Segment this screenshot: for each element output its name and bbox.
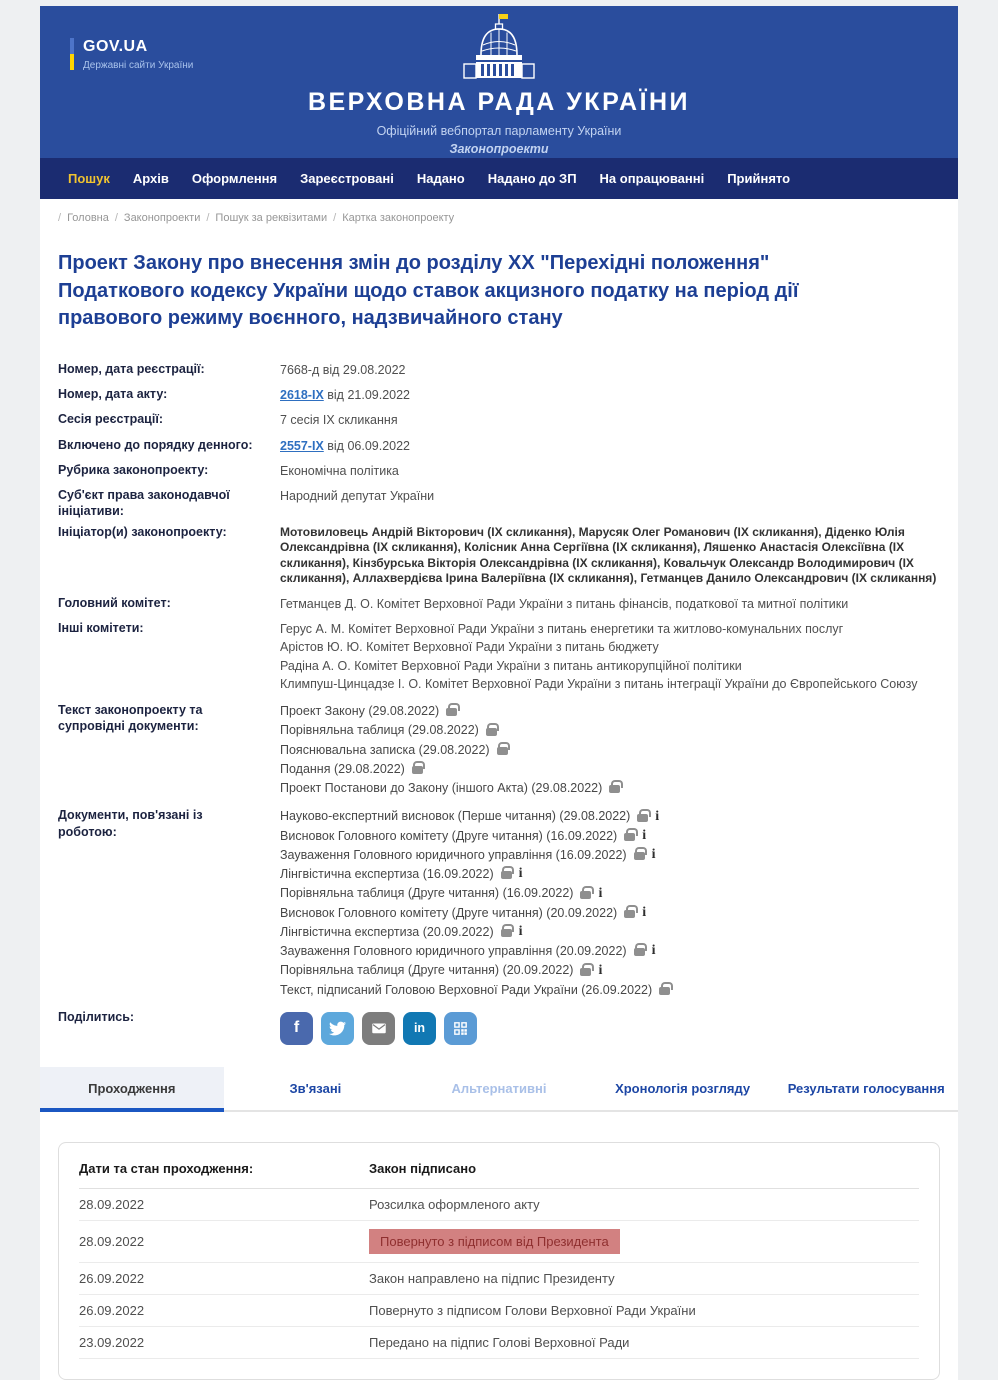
lock-icon <box>580 891 591 899</box>
info-icon[interactable] <box>642 906 646 920</box>
document-link[interactable]: Висновок Головного комітету (Друге читання) (20.09.2022) <box>280 905 618 920</box>
field-label: Рубрика законопроекту: <box>58 462 209 477</box>
lock-icon <box>501 871 512 879</box>
facebook-share-button[interactable] <box>280 1012 313 1045</box>
info-icon[interactable] <box>519 867 523 881</box>
field-related-documents <box>58 805 940 1007</box>
field-subject <box>58 485 940 522</box>
committee-line: Арістов Ю. Ю. Комітет Верховної Ради України з питань бюджету <box>280 640 659 655</box>
document-item <box>280 761 940 777</box>
agenda-date: від 06.09.2022 <box>327 438 411 453</box>
lock-icon <box>446 708 457 716</box>
lock-icon <box>634 852 645 860</box>
govua-logo[interactable] <box>70 38 193 71</box>
table-header-dates: Дати та стан проходження: <box>79 1160 254 1176</box>
committee-line: Климпуш-Цинцадзе І. О. Комітет Верховної Ради України з питань інтеграції України до Європейського Союзу <box>280 676 918 691</box>
document-item <box>280 703 940 719</box>
field-other-committees <box>58 618 940 700</box>
qr-share-icon <box>452 1020 469 1037</box>
document-link[interactable]: Науково-експертний висновок (Перше читання) (29.08.2022) <box>280 809 631 824</box>
govua-title: GOV.UA <box>83 38 148 55</box>
related-document-item <box>280 828 940 844</box>
info-icon[interactable] <box>519 925 523 939</box>
field-label: Номер, дата акту: <box>58 387 168 402</box>
tab[interactable]: Зв'язані <box>289 1080 342 1096</box>
parliament-building-icon <box>451 13 547 79</box>
lock-icon <box>624 833 635 841</box>
lock-icon <box>659 987 670 995</box>
document-link[interactable]: Порівняльна таблиця (Друге читання) (20.09.2022) <box>280 963 574 978</box>
related-document-item <box>280 982 940 998</box>
table-row <box>79 1221 919 1263</box>
row-date: 23.09.2022 <box>79 1334 145 1350</box>
committee-line: Герус А. М. Комітет Верховної Ради України з питань енергетики та житлово-комунальних послуг <box>280 622 844 637</box>
breadcrumb-link[interactable]: Головна <box>67 212 109 224</box>
table-header-status: Закон підписано <box>369 1160 477 1176</box>
related-document-item <box>280 962 940 978</box>
row-status: Розсилка оформленого акту <box>369 1196 540 1212</box>
field-value: Економічна політика <box>280 463 399 478</box>
document-link[interactable]: Пояснювальна записка (29.08.2022) <box>280 742 490 757</box>
initiators-list: Мотовиловець Андрій Вікторович (IX скликання), Марусяк Олег Романович (IX скликання), Діденко Юлія Олександрівна (IX скликання), Колісник Анна Сергіївна (IX скликання), Ляшенко Анастасія Олексіївна (IX скликання), Кінзбурська Вікторія Олександрівна (IX скликання), Ковальчук Олександр Володимирович (IX скликання), Аллахвердієва Ірина Валеріївна (IX скликання), Гетманцев Данило Олександрович (IX скликання) <box>280 524 937 586</box>
tab[interactable]: Альтернативні <box>451 1080 547 1096</box>
field-registration <box>58 359 940 384</box>
field-act-number <box>58 384 940 409</box>
row-date: 26.09.2022 <box>79 1302 145 1318</box>
document-link[interactable]: Подання (29.08.2022) <box>280 761 405 776</box>
field-value: 7668-д від 29.08.2022 <box>280 362 406 377</box>
twitter-share-button[interactable] <box>321 1012 354 1045</box>
field-value: Гетманцев Д. О. Комітет Верховної Ради України з питань фінансів, податкової та митної політики <box>280 596 849 611</box>
breadcrumb-link[interactable]: Пошук за реквізитами <box>215 212 328 224</box>
document-link[interactable]: Зауваження Головного юридичного управління (16.09.2022) <box>280 847 627 862</box>
email-share-button[interactable] <box>362 1012 395 1045</box>
facebook-icon: f <box>293 1019 300 1037</box>
tab[interactable]: Хронологія розгляду <box>615 1080 751 1096</box>
nav-item[interactable]: Надано <box>416 171 465 186</box>
info-icon[interactable] <box>652 848 656 862</box>
nav-item[interactable]: Пошук <box>68 171 110 186</box>
site-section-label: Законопроекти <box>449 142 549 156</box>
govua-subtitle: Державні сайти України <box>83 60 194 71</box>
related-document-item <box>280 808 940 824</box>
linkedin-share-button[interactable] <box>403 1012 436 1045</box>
info-icon[interactable] <box>642 829 646 843</box>
document-link[interactable]: Висновок Головного комітету (Друге читання) (16.09.2022) <box>280 828 618 843</box>
field-label: Ініціатор(и) законопроекту: <box>58 524 227 539</box>
document-link[interactable]: Проект Закону (29.08.2022) <box>280 704 440 719</box>
field-label: Включено до порядку денного: <box>58 437 253 452</box>
document-link[interactable]: Лінгвістична експертиза (20.09.2022) <box>280 924 494 939</box>
lock-icon <box>609 785 620 793</box>
twitter-icon <box>329 1020 346 1037</box>
related-document-item <box>280 866 940 882</box>
page-title: Проект Закону про внесення змін до розділу XX "Перехідні положення" Податкового кодексу України щодо ставок акцизного податку на період дії правового режиму воєнного, надзвичайного стану <box>58 252 799 330</box>
info-icon[interactable] <box>598 887 602 901</box>
page-sheet <box>40 6 958 1380</box>
related-document-item <box>280 924 940 940</box>
main-nav <box>40 158 958 199</box>
row-status: Повернуто з підписом від Президента <box>369 1229 620 1254</box>
lock-icon <box>501 929 512 937</box>
info-icon[interactable] <box>652 944 656 958</box>
breadcrumb-link[interactable]: Законопроекти <box>123 212 201 224</box>
lock-icon <box>412 766 423 774</box>
table-row <box>79 1189 919 1221</box>
nav-item[interactable]: Зареєстровані <box>300 171 394 186</box>
document-link[interactable]: Порівняльна таблиця (Друге читання) (16.09.2022) <box>280 886 574 901</box>
document-link[interactable]: Проект Постанови до Закону (іншого Акта) (29.08.2022) <box>280 781 603 796</box>
lock-icon <box>634 948 645 956</box>
breadcrumb-link[interactable]: Картка законопроекту <box>342 212 455 224</box>
lock-icon <box>497 747 508 755</box>
row-date: 28.09.2022 <box>79 1196 145 1212</box>
related-document-item <box>280 905 940 921</box>
document-link[interactable]: Порівняльна таблиця (29.08.2022) <box>280 723 479 738</box>
info-icon[interactable] <box>598 964 602 978</box>
nav-item[interactable]: Надано до ЗП <box>487 171 577 186</box>
field-label: Поділитись: <box>58 1009 135 1024</box>
row-date: 26.09.2022 <box>79 1270 145 1286</box>
act-date: від 21.09.2022 <box>327 388 411 403</box>
site-subtitle: Офіційний вебпортал парламенту України <box>376 124 622 138</box>
row-status: Передано на підпис Голові Верховної Ради <box>369 1334 630 1350</box>
field-value: Народний депутат України <box>280 489 435 504</box>
document-item <box>280 722 940 738</box>
breadcrumb <box>40 199 958 224</box>
email-icon <box>370 1019 388 1037</box>
nav-item[interactable]: Архів <box>132 171 169 186</box>
table-row <box>79 1327 919 1359</box>
document-item <box>280 742 940 758</box>
passage-table-card <box>58 1142 940 1380</box>
field-value: 7 сесія IX скликання <box>280 413 398 428</box>
bill-details <box>58 359 940 1053</box>
field-label: Суб'єкт права законодавчої ініціативи: <box>58 488 230 519</box>
document-link[interactable]: Текст, підписаний Головою Верховної Ради України (26.09.2022) <box>280 982 653 997</box>
site-header <box>40 6 958 158</box>
table-row <box>79 1295 919 1327</box>
nav-item[interactable]: Оформлення <box>191 171 278 186</box>
tab[interactable]: Проходження <box>40 1067 224 1110</box>
share-buttons <box>280 1009 940 1051</box>
related-document-item <box>280 943 940 959</box>
field-rubric <box>58 460 940 485</box>
nav-item[interactable]: На опрацюванні <box>599 171 705 186</box>
row-status: Повернуто з підписом Голови Верховної Ради України <box>369 1302 696 1318</box>
field-main-committee <box>58 593 940 618</box>
committee-line: Радіна А. О. Комітет Верховної Ради України з питань антикорупційної політики <box>280 658 742 673</box>
row-date: 28.09.2022 <box>79 1233 145 1249</box>
field-label: Головний комітет: <box>58 595 171 610</box>
row-status: Закон направлено на підпис Президенту <box>369 1270 615 1286</box>
ukraine-flag-bar-icon <box>70 38 74 70</box>
document-item <box>280 780 940 796</box>
field-label: Текст законопроекту та супровідні документи: <box>58 703 203 734</box>
info-icon[interactable] <box>655 810 659 824</box>
field-initiators <box>58 522 940 593</box>
field-share <box>58 1007 940 1053</box>
field-documents <box>58 700 940 805</box>
field-label: Сесія реєстрації: <box>58 412 163 427</box>
table-row <box>79 1263 919 1295</box>
qr-share-button[interactable] <box>444 1012 477 1045</box>
document-link[interactable]: Зауваження Головного юридичного управління (20.09.2022) <box>280 944 627 959</box>
linkedin-icon: in <box>413 1021 426 1036</box>
field-label: Інші комітети: <box>58 621 144 636</box>
lock-icon <box>486 728 497 736</box>
tab-bar <box>40 1067 958 1112</box>
field-label: Номер, дата реєстрації: <box>58 361 205 376</box>
lock-icon <box>624 910 635 918</box>
act-number-link[interactable]: 2618-IX <box>280 388 324 403</box>
table-header-row <box>79 1147 919 1189</box>
related-document-item <box>280 885 940 901</box>
lock-icon <box>580 968 591 976</box>
agenda-number-link[interactable]: 2557-IX <box>280 438 324 453</box>
lock-icon <box>637 814 648 822</box>
site-title: ВЕРХОВНА РАДА УКРАЇНИ <box>307 88 691 116</box>
field-agenda <box>58 435 940 460</box>
field-session <box>58 409 940 434</box>
document-link[interactable]: Лінгвістична експертиза (16.09.2022) <box>280 867 494 882</box>
related-document-item <box>280 847 940 863</box>
nav-item[interactable]: Прийнято <box>727 171 791 186</box>
tab[interactable]: Результати голосування <box>787 1080 945 1096</box>
field-label: Документи, пов'язані із роботою: <box>58 808 203 839</box>
